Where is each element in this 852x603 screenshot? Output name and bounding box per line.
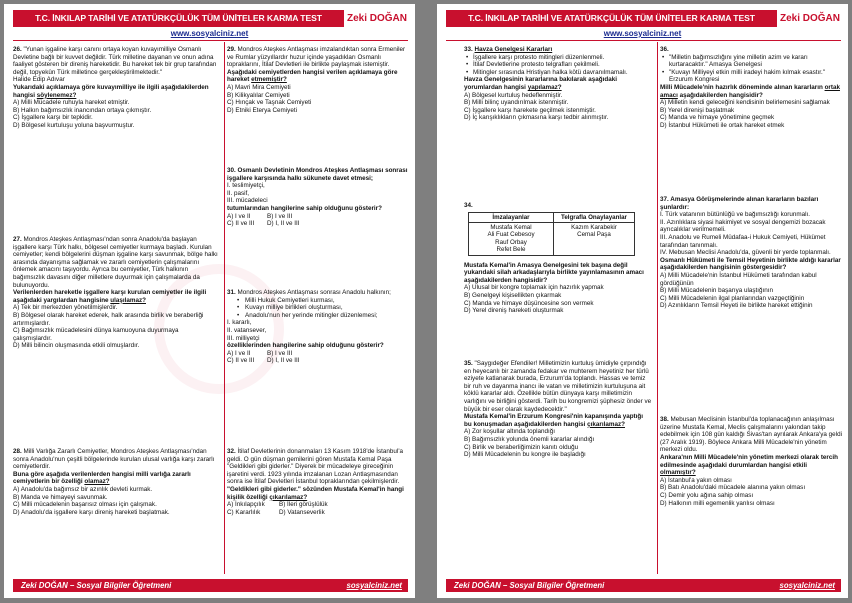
option-d[interactable]: D) Vatanseverlik bbox=[279, 508, 325, 516]
header-site-link[interactable]: www.sosyalciniz.net bbox=[603, 29, 682, 38]
option-c[interactable]: C) Manda ve himaye yönetimine geçmek bbox=[660, 114, 775, 122]
option-c[interactable]: C) II ve III bbox=[227, 220, 255, 228]
option-b[interactable]: B) İleri görüşlülük bbox=[279, 501, 328, 509]
question-text: Milli Varlığa Zararlı Cemiyetler, Mondros Ateşkes Antlaşması'ndan sonra Anadolu'nun çeşitli bölgelerinde kurulan ulusal varlığa karşı zararlı cemiyetlerdir. bbox=[13, 448, 215, 471]
header-divider bbox=[13, 40, 408, 41]
footer-author: Zeki DOĞAN – Sosyal Bilgiler Öğretmeni bbox=[21, 581, 172, 590]
footer-site-link[interactable]: sosyalciniz.net bbox=[346, 581, 402, 590]
question-title: Havza Genelgesi Kararları bbox=[474, 46, 553, 53]
question-stem-key: söylenemez? bbox=[36, 91, 77, 99]
footer-bar bbox=[13, 579, 408, 592]
question-text: Mondros Ateşkes Antlaşması imzalandıktan sonra Ermeniler ve Rumlar yüzyıllardır huzur içinde yaşadıkları Osmanlı topraklarını, İtilaf Devletleri ile birlikte paylaşmak istemiştir. bbox=[227, 46, 406, 69]
option-a[interactable]: A) Milli Mücadele ruhuyla hareket etmiştir. bbox=[13, 99, 130, 107]
question-stem-key: olmamıştır? bbox=[660, 469, 696, 477]
question-stem-key: ulaşılamaz? bbox=[110, 296, 146, 304]
question-37 bbox=[660, 196, 842, 310]
question-number: 31. bbox=[227, 289, 236, 296]
question-33 bbox=[464, 46, 652, 122]
footer-author: Zeki DOĞAN – Sosyal Bilgiler Öğretmeni bbox=[454, 581, 605, 590]
question-number: 32. bbox=[227, 448, 236, 455]
question-stem: Yukarıdaki açıklamaya göre kuvayımilliye ile ilgili aşağıdakilerden hangisi bbox=[13, 83, 209, 99]
option-c[interactable]: C) Birlik ve beraberliğimizin kanıtı olduğu bbox=[464, 443, 579, 451]
question-number: 26. bbox=[13, 46, 22, 53]
table-cell: Mustafa Kemal bbox=[490, 224, 532, 231]
option-d[interactable]: D) İstanbul Hükümeti ile ortak hareket etmek bbox=[660, 121, 785, 129]
footer-site-link[interactable]: sosyalciniz.net bbox=[779, 581, 835, 590]
option-a[interactable]: A) Anadolu'da bağımsız bir azınlık devleti kurmak. bbox=[13, 485, 153, 493]
question-stem: Osmanlı Hükümeti ile Temsil Heyetinin birlikte aldığı kararlar aşağıdakilerden hangisinin göstergesidir? bbox=[660, 256, 841, 272]
question-number: 35. bbox=[464, 360, 473, 367]
page-left bbox=[4, 4, 415, 598]
option-b[interactable]: B) Milli bilinç uyandırılmak istenmiştir. bbox=[464, 99, 569, 107]
question-number: 28. bbox=[13, 448, 22, 455]
question-number: 36. bbox=[660, 46, 669, 53]
question-number: 33. bbox=[464, 46, 473, 53]
option-b[interactable]: B) Bağımsızlık yolunda önemli kararlar alındığı bbox=[464, 435, 595, 443]
option-c[interactable]: C) Manda ve himaye düşüncesine son vermek bbox=[464, 299, 594, 307]
question-stem: Buna göre aşağıda verilenlerden hangisi milli varlığa zararlı cemiyetlerin bir özelliği bbox=[13, 470, 191, 486]
option-c[interactable]: C) İşgallere karşı harekete geçilmek istenmiştir. bbox=[464, 106, 596, 114]
option-d[interactable]: D) I, II ve III bbox=[267, 357, 300, 365]
option-b[interactable]: B) I ve III bbox=[267, 349, 293, 357]
question-text: Mondros Ateşkes Antlaşması sonrası Anadolu halkının; bbox=[237, 289, 391, 296]
question-31 bbox=[227, 289, 409, 365]
bullet-1: • Milli Hukuk Cemiyetleri kurması, bbox=[227, 297, 409, 305]
page-right bbox=[437, 4, 848, 598]
question-stem: özelliklerinden hangilerine sahip olduğunu gösterir? bbox=[227, 342, 384, 350]
option-a[interactable]: A) Milletin kendi geleceğini kendisinin belirlemesini sağlamak bbox=[660, 99, 830, 107]
item-2: II. vatansever, bbox=[227, 326, 267, 334]
option-d[interactable]: D) Azınlıkların Temsil Heyeti ile birlikte hareket ettiğinin bbox=[660, 302, 813, 310]
option-a[interactable]: A) Bölgesel kurtuluş hedeflenmiştir. bbox=[464, 91, 563, 99]
question-text: Mondros Ateşkes Antlaşması'ndan sonra Anadolu'da başlayan işgallere karşı Türk halkı, bölgesel cemiyetler kurmaya başladı. Kurulan cemiyetler; kendi bölgelerini düşman işgaline karşı savunmak, bölge halkı arasında dayanışma sağlamak ve zararlı cemiyetlerin çalışmalarını önlemek amacını taşıyordu. Ayrıca bu cemiyetler, Türk halkının bağımsızlık davasını diğer milletlere duyurmak için çalışmalarda da bulunuyordu. bbox=[13, 236, 218, 289]
question-36 bbox=[660, 46, 842, 130]
option-d[interactable]: D) Halkının milli egemenlik yanlısı olması bbox=[660, 499, 775, 507]
table-cell: Cemal Paşa bbox=[577, 231, 611, 239]
question-stem-end: aşağıdakilerden hangisidir? bbox=[679, 91, 763, 99]
column-divider bbox=[657, 42, 658, 574]
quote-author: Halide Edip Adıvar bbox=[13, 76, 65, 84]
question-number: 30. bbox=[227, 167, 236, 174]
question-text: Mebusan Meclisinin İstanbul'da toplanacağının anlaşılması üzerine Mustafa Kemal, Meclis çalışmalarını yakından takip edebilmek için 108 gün kaldığı Sivas'tan ayrılarak Ankara'ya geldi (27 Aralık 1919). Böylece Ankara Milli Mücadele'nin yönetim merkezi oldu. bbox=[660, 416, 842, 454]
table-header-telegraph: Telgrafla Onaylayanlar bbox=[554, 212, 635, 222]
option-d[interactable]: D) Yerel direniş hareketi oluşturmak bbox=[464, 307, 564, 315]
option-b[interactable]: B) Kilikyalılar Cemiyeti bbox=[227, 91, 290, 99]
option-a[interactable]: A) Ulusal bir kongre toplamak için hazırlık yapmak bbox=[464, 284, 604, 292]
item-1: I. Türk vatanının bütünlüğü ve bağımsızlığı korunmalı. bbox=[660, 211, 811, 219]
header-title: T.C. İNKILAP TARİHİ VE ATATÜRKÇÜLÜK TÜM ÜNİTELER KARMA TEST bbox=[13, 10, 344, 27]
option-d[interactable]: D) Etniki Eterya Cemiyeti bbox=[227, 106, 297, 114]
item-3: III. Anadolu ve Rumeli Müdafaa-i Hukuk Cemiyeti, Hükümet tarafından tanınmalı. bbox=[660, 233, 826, 249]
option-c[interactable]: C) Bağımsızlık mücadelesini dünya kamuoyuna duyurmaya çalışmışlardır. bbox=[13, 327, 179, 342]
option-a[interactable]: A) Milli Mücadele'nin İstanbul Hükümeti tarafından kabul gördüğünün bbox=[660, 271, 817, 287]
question-title: Amasya Görüşmelerinde alınan kararların bazıları şunlardır: bbox=[660, 196, 819, 211]
question-26 bbox=[13, 46, 218, 130]
question-number: 34. bbox=[464, 202, 473, 209]
option-a[interactable]: A) Mavri Mira Cemiyeti bbox=[227, 83, 291, 91]
question-38 bbox=[660, 416, 842, 507]
table-cell: Ali Fuat Cebesoy bbox=[487, 231, 535, 239]
option-c[interactable]: C) Kararlılık bbox=[227, 508, 261, 516]
signatories-table bbox=[468, 212, 635, 256]
option-b[interactable]: B) Milli Mücadelenin başarıya ulaştığının bbox=[660, 287, 774, 295]
option-d[interactable]: D) Bölgesel kurtuluşu yoluna başvurmuştur. bbox=[13, 121, 135, 129]
question-stem-key: ortak amacı bbox=[660, 83, 840, 99]
option-d[interactable]: D) Anadolu'da işgallere karşı direniş hareketi başlatmak. bbox=[13, 508, 170, 516]
option-a[interactable]: A) Zor koşullar altında toplandığı bbox=[464, 428, 556, 436]
table-cell: Refet Bele bbox=[496, 246, 526, 254]
table-header-signed: İmzalayanlar bbox=[469, 212, 554, 222]
question-stem-key: çıkarılamaz? bbox=[269, 493, 308, 501]
question-stem-key: etmemiştir? bbox=[251, 76, 287, 84]
question-stem: Mustafa Kemal'in Amasya Genelgesini tek başına değil yukarıdaki silah arkadaşlarıyla birlikte yayınlamasının amacı aşağıdakilerden hangisidir? bbox=[464, 261, 644, 284]
option-d[interactable]: D) I, II ve III bbox=[267, 220, 300, 228]
bullet-2: • Kuvayı milliye birlikleri oluşturması, bbox=[227, 304, 409, 312]
option-a[interactable]: A) İnkılapçılık bbox=[227, 501, 265, 509]
option-d[interactable]: D) İç karışıklıkların çıkmasına karşı tedbir alınmıştır. bbox=[464, 114, 609, 122]
question-number: 29. bbox=[227, 46, 236, 53]
question-number: 37. bbox=[660, 196, 669, 203]
option-b[interactable]: B) Bölgesel olarak hareket ederek, halk arasında birlik ve beraberliği artırmışlardır. bbox=[13, 311, 204, 327]
bullet-1: • İşgallere karşı protesto mitingleri düzenlenmeli. bbox=[464, 54, 652, 62]
item-3: III. milliyetçi bbox=[227, 334, 260, 342]
question-stem: tutumlarından hangilerine sahip olduğunu gösterir? bbox=[227, 204, 382, 212]
bullet-2: • "Kuvayı Milliyeyi etkin milli iradeyi hakim kılmak esastır." Erzurum Kongresi bbox=[660, 69, 842, 84]
option-c[interactable]: C) İşgallere karşı bir tepkidir. bbox=[13, 114, 93, 122]
question-stem: Ankara'nın Milli Mücadele'nin yönetim merkezi olarak tercih edilmesinde aşağıdaki durumlardan hangisi etkili bbox=[660, 453, 838, 469]
option-c[interactable]: C) Hınçak ve Taşnak Cemiyeti bbox=[227, 99, 312, 107]
question-stem-key: çıkarılamaz? bbox=[587, 420, 625, 428]
question-32 bbox=[227, 448, 409, 516]
option-c[interactable]: C) II ve III bbox=[227, 357, 255, 365]
option-b[interactable]: B) Yerel direnişi başlatmak bbox=[660, 106, 735, 114]
question-29 bbox=[227, 46, 409, 114]
item-4: IV. Mebusan Meclisi Anadolu'da, güvenli bir yerde toplanmalı. bbox=[660, 249, 831, 257]
item-1: I. kararlı, bbox=[227, 319, 252, 327]
question-text: Osmanlı Devletinin Mondros Ateşkes Antlaşması sonrası işgallere karşısında halkı sükunete davet etmesi; bbox=[227, 167, 408, 182]
option-a[interactable]: A) I ve II bbox=[227, 212, 251, 220]
option-b[interactable]: B) Halkın bağımsızlık inancından ortaya çıkmıştır. bbox=[13, 106, 152, 114]
header-divider bbox=[446, 40, 841, 41]
option-b[interactable]: B) I ve III bbox=[267, 212, 293, 220]
header-site-link[interactable]: www.sosyalciniz.net bbox=[170, 29, 249, 38]
option-c[interactable]: C) Demir yolu ağına sahip olması bbox=[660, 491, 754, 499]
question-number: 27. bbox=[13, 236, 22, 243]
option-c[interactable]: C) Milli Mücadelenin ilgal planlarından vazgeçtiğinin bbox=[660, 294, 805, 302]
item-2: II. pasif, bbox=[227, 189, 250, 197]
item-1: I. teslimiyetçi, bbox=[227, 182, 265, 190]
header-author: Zeki DOĞAN bbox=[346, 13, 407, 24]
bullet-3: • Anadolu'nun her yerinde mitingler düzenlemesi; bbox=[227, 312, 409, 320]
question-stem: Mustafa Kemal'in Erzurum Kongresi'nin kapanışında yaptığı bu konuşmadan aşağıdakilerden hangisi bbox=[464, 413, 643, 428]
question-stem: Havza Genelgesinin kararlarına bakılarak aşağıdaki yorumlardan hangisi bbox=[464, 76, 617, 91]
footer-bar bbox=[446, 579, 841, 592]
item-2: II. Azınlıklara siyasi hakimiyet ve sosyal dengemizi bozacak ayrıcalıklar verilmemeli. bbox=[660, 218, 826, 234]
bullet-3: • Mitingler sırasında Hristiyan halka kötü davranılmamalı. bbox=[464, 69, 652, 77]
question-text: İtilaf Devletlerinin donanmaları 13 Kasım 1918'de İstanbul'a geldi. O gün düşman gemilerini gören Mustafa Kemal Paşa "Geldikleri gibi giderler." Diyerek bir mücadeleye gireceğinin işaretini verdi. 1923 yılında imzalanan Lozan Antlaşmasından sonra ise İtilaf Devletleri İstanbul topraklarından çekilmişlerdir. bbox=[227, 448, 404, 486]
table-cell: Kazım Karabekir bbox=[571, 224, 617, 231]
question-stem: "Geldikleri gibi giderler." sözünden Mustafa Kemal'in hangi kişilik özelliği bbox=[227, 485, 404, 501]
question-text: "Yunan işgaline karşı canını ortaya koyan kuvayımilliye Osmanlı Devletine bağlı bir kuvvet değildir. Türk milletine dayanan ve onun adına faaliyet gösteren bir direniş hareketidir. Bu hareket tek bir grup tarafından değil, topyekûn Türk milletince gerçekleştirilmektedir." bbox=[13, 46, 217, 76]
question-28 bbox=[13, 448, 218, 516]
option-d[interactable]: D) Milli bilincin oluşmasında etkili olmuşlardır. bbox=[13, 342, 140, 350]
option-b[interactable]: B) Manda ve himayeyi savunmak. bbox=[13, 493, 108, 501]
bullet-1: • "Milletin bağımsızlığını yine milletin azim ve kararı kurtaracaktır." Amasya Genelgesi bbox=[660, 54, 842, 69]
option-b[interactable]: B) Batı Anadolu'daki mücadele alanına yakın olması bbox=[660, 484, 806, 492]
option-d[interactable]: D) Milli Mücadelenin bu kongre ile başladığı bbox=[464, 451, 586, 459]
option-a[interactable]: A) İstanbul'a yakın olması bbox=[660, 476, 732, 484]
option-b[interactable]: B) Genelgeyi kişisellikten çıkarmak bbox=[464, 292, 562, 299]
bullet-2: • İtilaf Devletlerine protesto telgrafları çekilmeli. bbox=[464, 61, 652, 69]
header-title: T.C. İNKILAP TARİHİ VE ATATÜRKÇÜLÜK TÜM ÜNİTELER KARMA TEST bbox=[446, 10, 777, 27]
question-35 bbox=[464, 360, 652, 459]
table-cell: Rauf Orbay bbox=[495, 238, 527, 246]
header-author: Zeki DOĞAN bbox=[779, 13, 840, 24]
question-text: "Saygıdeğer Efendiler! Milletimizin kurtuluş ümidiyle çırpındığı en heyecanlı bir zamanda fedakar ve muhterem heyetiniz her türlü eziyete katlanarak burada, Erzurum'da toplandı. Hassas ve temiz bir ruh ve dayanma inancı ile vatan ve milletimizin kurtuluşuna ait köklü kararlar aldı. Özellikle bütün dünyaya karşı milletimizin varlığını ve birliğini gösterdi. Tarih bu kongremizi şüphesiz önder ve büyük bir eser olarak kaydedecektir." bbox=[464, 360, 652, 413]
option-a[interactable]: A) Tek bir merkezden yönetilmişlerdir. bbox=[13, 304, 118, 312]
option-c[interactable]: C) Milli mücadelenin başarısız olması için çalışmak. bbox=[13, 501, 157, 509]
question-27 bbox=[13, 236, 218, 350]
question-stem: Milli Mücadele'nin hazırlık döneminde alınan kararların bbox=[660, 83, 823, 91]
question-stem: Aşağıdaki cemiyetlerden hangisi verilen açıklamaya göre hareket bbox=[227, 68, 398, 84]
question-stem: Verilenlerden hareketle işgallere karşı kurulan cemiyetler ile ilgili aşağıdaki yargılardan hangisine bbox=[13, 289, 207, 304]
question-number: 38. bbox=[660, 416, 669, 423]
option-a[interactable]: A) I ve II bbox=[227, 349, 251, 357]
question-stem-key: olamaz? bbox=[84, 478, 110, 486]
question-34 bbox=[464, 202, 652, 315]
question-30 bbox=[227, 167, 409, 228]
question-stem-key: yapılamaz? bbox=[527, 83, 562, 91]
item-3: III. mücadeleci bbox=[227, 197, 268, 205]
